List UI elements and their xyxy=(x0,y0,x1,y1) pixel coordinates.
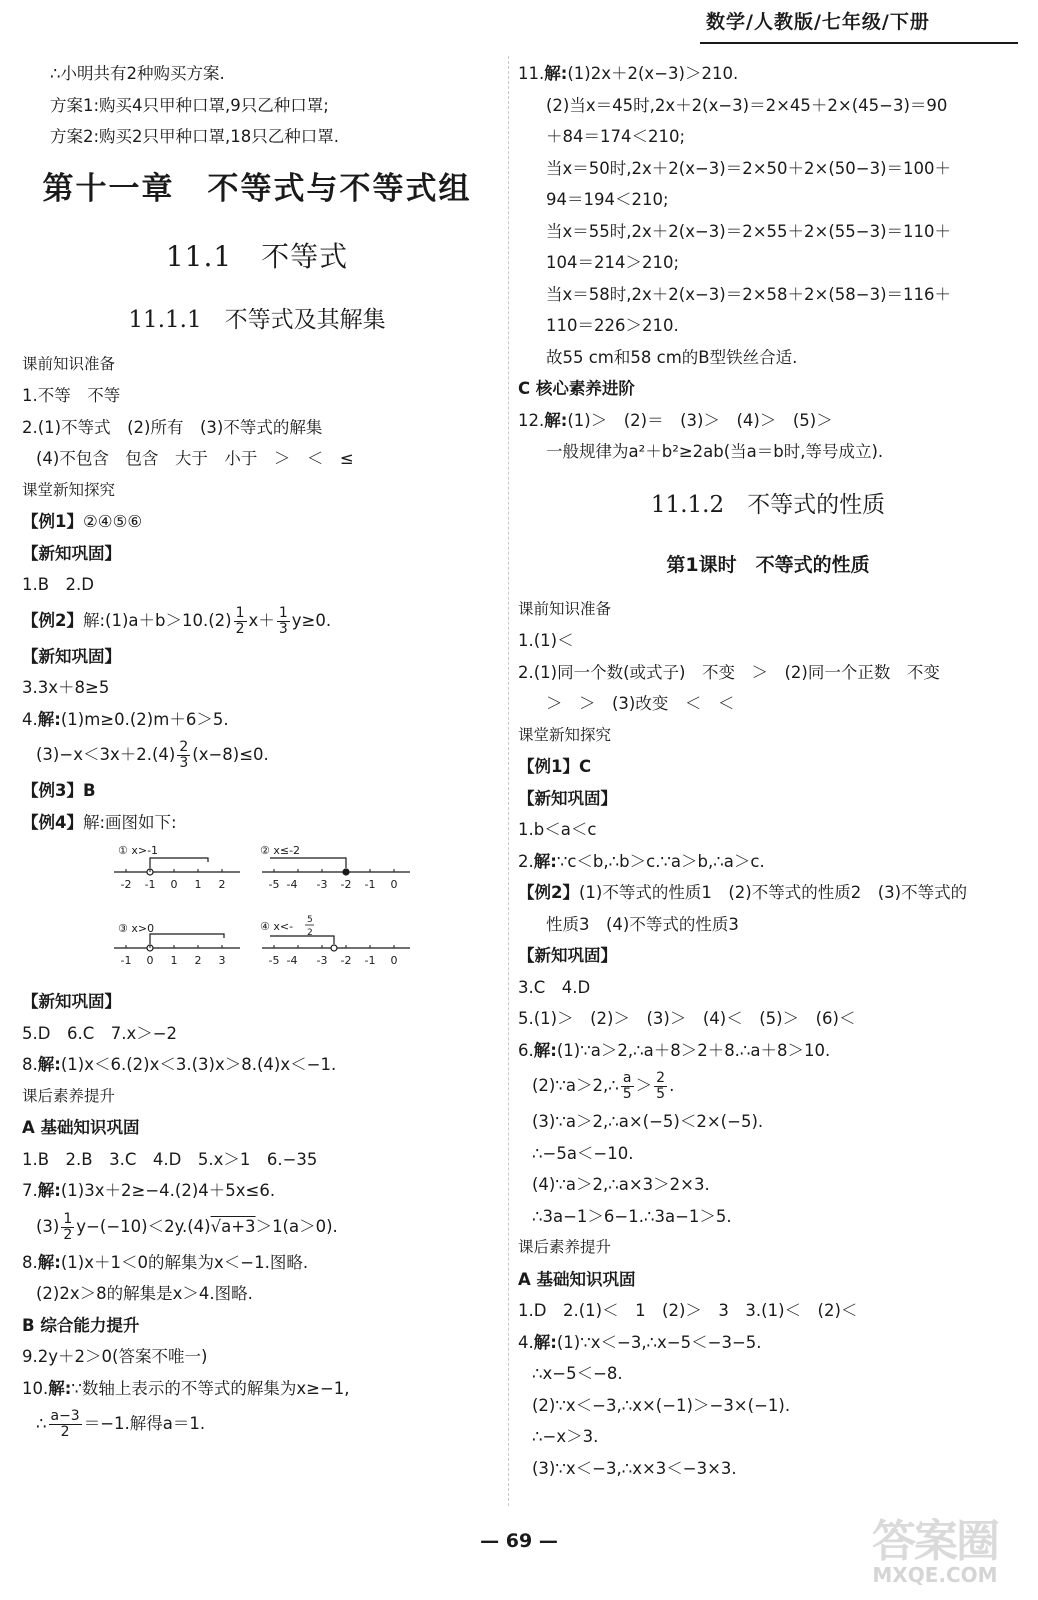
answer-line: 一般规律为a²＋b²≥2ab(当a＝b时,等号成立). xyxy=(546,442,884,461)
answer-line: (2)2x＞8的解集是x＞4.图略. xyxy=(36,1284,253,1303)
fraction: $\frac{1}{3}$ xyxy=(278,604,288,637)
answer-line: (4)∵a＞2,∴a×3＞2×3. xyxy=(532,1175,710,1194)
example-4: 【例4】解:画图如下: xyxy=(22,812,177,832)
answer-line: 94＝194＜210; xyxy=(546,190,669,209)
number-line-label: ② x≤-2 xyxy=(260,844,301,857)
solution-ray xyxy=(150,934,224,944)
answer-line: 6.解:(1)∵a＞2,∴a＋8＞2＋8.∴a＋8＞10. xyxy=(518,1040,831,1060)
label-level-a: A 基础知识巩固 xyxy=(22,1118,140,1137)
answer-line: (4)不包含 包含 大于 小于 ＞ ＜ ≤ xyxy=(36,449,354,468)
answer-line: 11.解:(1)2x＋2(x−3)＞210. xyxy=(518,64,739,83)
tick-label: 1 xyxy=(170,954,178,967)
section-title: 11.1 不等式 xyxy=(165,239,349,273)
answer-line: 当x＝58时,2x＋2(x−3)＝2×58＋2×(58−3)＝116＋ xyxy=(546,284,952,304)
intro-line: ∴小明共有2种购买方案. xyxy=(50,64,225,83)
answer-line: 2.(1)同一个数(或式子) 不变 ＞ (2)同一个正数 不变 xyxy=(518,662,940,682)
tick-label: 0 xyxy=(146,954,154,967)
label-consolidation: 【新知巩固】 xyxy=(22,646,121,666)
number-line-label: ① x>-1 xyxy=(118,844,159,857)
answer-line: (3)∵a＞2,∴a×(−5)＜2×(−5). xyxy=(532,1112,764,1131)
solution-ray xyxy=(270,858,346,868)
number-line-label: ③ x>0 xyxy=(118,922,155,935)
tick-label: 3 xyxy=(218,954,226,967)
answer-line: 12.解:(1)＞ (2)＝ (3)＞ (4)＞ (5)＞ xyxy=(518,410,833,430)
tick-label: -1 xyxy=(364,878,376,891)
tick-label: -2 xyxy=(120,878,132,891)
tick-label: -5 xyxy=(268,954,280,967)
label-pre-class: 课前知识准备 xyxy=(518,599,612,618)
answer-line: ∴ $\frac{a-3}{2}$ ＝−1.解得a＝1. xyxy=(36,1408,206,1440)
fraction: $\frac{1}{2}$ xyxy=(235,604,245,637)
label-level-c: C 核心素养进阶 xyxy=(518,379,635,398)
answer-line: 7.解:(1)3x＋2≥−4.(2)4＋5x≤6. xyxy=(22,1181,276,1200)
answer-line: ∴−x＞3. xyxy=(532,1427,599,1446)
label-consolidation: 【新知巩固】 xyxy=(518,788,617,808)
open-endpoint xyxy=(331,945,337,951)
answer-line: 1.D 2.(1)＜ 1 (2)＞ 3 3.(1)＜ (2)＜ xyxy=(518,1301,858,1320)
answer-line: (2)当x＝45时,2x＋2(x−3)＝2×45＋2×(45−3)＝90 xyxy=(546,95,948,115)
answer-line: (3)∵x＜−3,∴x×3＜−3×3. xyxy=(532,1458,737,1478)
answer-line: 3.3x＋8≥5 xyxy=(22,678,110,697)
answer-line: 1.(1)＜ xyxy=(518,631,574,650)
tick-label: 0 xyxy=(170,878,178,891)
tick-label: -2 xyxy=(340,878,352,891)
answer-line: ＋84＝174＜210; xyxy=(546,127,686,146)
intro-line: 方案1:购买4只甲种口罩,9只乙种口罩; xyxy=(50,95,329,115)
answer-line: 10.解:∵数轴上表示的不等式的解集为x≥−1, xyxy=(22,1378,350,1398)
fraction: $\frac{2}{5}$ xyxy=(656,1070,666,1102)
example-2: 【例2】解:(1)a＋b＞10.(2) $\frac{1}{2}$ x＋ $\frac{1}{3}$ y≥0. xyxy=(22,604,332,637)
tick-label: -1 xyxy=(364,954,376,967)
tick-label: -3 xyxy=(316,878,328,891)
answer-line: 1.B 2.B 3.C 4.D 5.x＞1 6.−35 xyxy=(22,1149,318,1169)
answer-line: (3) $\frac{1}{2}$ y−(−10)＜2y.(4)√a+3＞1(a＞0). xyxy=(36,1210,338,1243)
answer-line: (2)∵a＞2,∴ $\frac{a}{5}$ ＞ $\frac{2}{5}$ . xyxy=(532,1070,675,1102)
example-1: 【例1】②④⑤⑥ xyxy=(22,512,143,531)
chapter-title: 第十一章 不等式与不等式组 xyxy=(42,170,472,207)
watermark-glyph: 答案圈 xyxy=(872,1516,998,1567)
answer-line: (2)∵x＜−3,∴x×(−1)＞−3×(−1). xyxy=(532,1395,791,1415)
answer-line: 5.D 6.C 7.x＞−2 xyxy=(22,1023,178,1043)
tick-label: -2 xyxy=(340,954,352,967)
answer-line: ∴3a−1＞6−1.∴3a−1＞5. xyxy=(532,1206,732,1226)
tick-label: 0 xyxy=(390,878,398,891)
answer-line: 5.(1)＞ (2)＞ (3)＞ (4)＜ (5)＞ (6)＜ xyxy=(518,1009,856,1028)
answer-line: 1.b＜a＜c xyxy=(518,820,597,839)
answer-line: 1.不等 不等 xyxy=(22,386,121,405)
label-in-class: 课堂新知探究 xyxy=(518,725,612,744)
label-level-a: A 基础知识巩固 xyxy=(518,1269,636,1289)
example-3: 【例3】B xyxy=(22,781,96,800)
answer-line: 4.解:(1)∵x＜−3,∴x−5＜−3−5. xyxy=(518,1332,762,1352)
tick-label: -3 xyxy=(316,954,328,967)
page-number: — 69 — xyxy=(480,1530,558,1552)
solution-ray xyxy=(150,858,208,868)
answer-line: ∴x−5＜−8. xyxy=(532,1364,623,1383)
column-divider xyxy=(508,56,509,1506)
right-column xyxy=(518,58,1018,1484)
answer-line: 1.B 2.D xyxy=(22,575,95,594)
tick-label: 0 xyxy=(390,954,398,967)
fraction: $\frac{a}{5}$ xyxy=(622,1070,632,1102)
fraction: $\frac{a-3}{2}$ xyxy=(50,1408,80,1440)
number-line-figures xyxy=(22,838,492,986)
label-in-class: 课堂新知探究 xyxy=(22,480,116,499)
subsection-title: 11.1.2 不等式的性质 xyxy=(650,491,886,518)
label-after-class: 课后素养提升 xyxy=(518,1238,612,1256)
number-line-label: ④ x<- xyxy=(260,920,294,933)
tick-label: 2 xyxy=(194,954,202,967)
answer-line: 当x＝50时,2x＋2(x−3)＝2×50＋2×(50−3)＝100＋ xyxy=(546,158,952,178)
label-consolidation: 【新知巩固】 xyxy=(22,543,121,563)
label-pre-class: 课前知识准备 xyxy=(22,354,116,373)
answer-line: 3.C 4.D xyxy=(518,977,591,997)
tick-label: -1 xyxy=(120,954,132,967)
answer-line: 9.2y＋2＞0(答案不唯一) xyxy=(22,1347,208,1366)
intro-line: 方案2:购买2只甲种口罩,18只乙种口罩. xyxy=(50,127,340,146)
label-level-b: B 综合能力提升 xyxy=(22,1315,140,1335)
example-1: 【例1】C xyxy=(518,757,592,776)
answer-line: 110＝226＞210. xyxy=(546,316,679,335)
answer-line: 当x＝55时,2x＋2(x−3)＝2×55＋2×(55−3)＝110＋ xyxy=(546,221,952,241)
answer-line: 故55 cm和58 cm的B型铁丝合适. xyxy=(546,347,798,367)
tick-label: -4 xyxy=(286,878,298,891)
watermark-logo xyxy=(845,1505,1025,1587)
running-header: 数学/人教版/七年级/下册 xyxy=(700,10,1018,44)
left-column xyxy=(22,58,492,1444)
tick-label: 2 xyxy=(218,878,226,891)
answer-line: 4.解:(1)m≥0.(2)m＋6＞5. xyxy=(22,709,229,729)
fraction-numerator: 5 xyxy=(307,915,313,925)
answer-line: ＞ ＞ (3)改变 ＜ ＜ xyxy=(546,694,735,713)
fraction: $\frac{1}{2}$ xyxy=(63,1210,73,1243)
example-2: 【例2】(1)不等式的性质1 (2)不等式的性质2 (3)不等式的 xyxy=(518,883,968,902)
lesson-title: 第1课时 不等式的性质 xyxy=(666,553,870,576)
watermark-url: MXQE.COM xyxy=(872,1563,998,1587)
tick-label: -4 xyxy=(286,954,298,967)
answer-line: (3)−x＜3x＋2.(4) $\frac{2}{3}$ (x−8)≤0. xyxy=(36,739,269,771)
answer-line: 8.解:(1)x＋1＜0的解集为x＜−1.图略. xyxy=(22,1252,309,1272)
tick-label: -5 xyxy=(268,878,280,891)
answer-line: 104＝214＞210; xyxy=(546,253,680,272)
tick-label: 1 xyxy=(194,878,202,891)
answer-line: 性质3 (4)不等式的性质3 xyxy=(546,914,739,934)
fraction: $\frac{2}{3}$ xyxy=(179,739,189,771)
label-consolidation: 【新知巩固】 xyxy=(518,946,617,965)
subsection-title: 11.1.1 不等式及其解集 xyxy=(128,306,386,333)
fraction-denominator: 2 xyxy=(307,928,313,938)
tick-label: -1 xyxy=(144,878,156,891)
answer-line: ∴−5a＜−10. xyxy=(532,1143,634,1163)
answer-line: 8.解:(1)x＜6.(2)x＜3.(3)x＞8.(4)x＜−1. xyxy=(22,1055,337,1074)
answer-line: 2.解:∵c＜b,∴b＞c.∵a＞b,∴a＞c. xyxy=(518,851,765,871)
solution-ray xyxy=(270,936,334,944)
label-after-class: 课后素养提升 xyxy=(22,1086,116,1105)
label-consolidation: 【新知巩固】 xyxy=(22,992,121,1011)
answer-line: 2.(1)不等式 (2)所有 (3)不等式的解集 xyxy=(22,417,323,437)
